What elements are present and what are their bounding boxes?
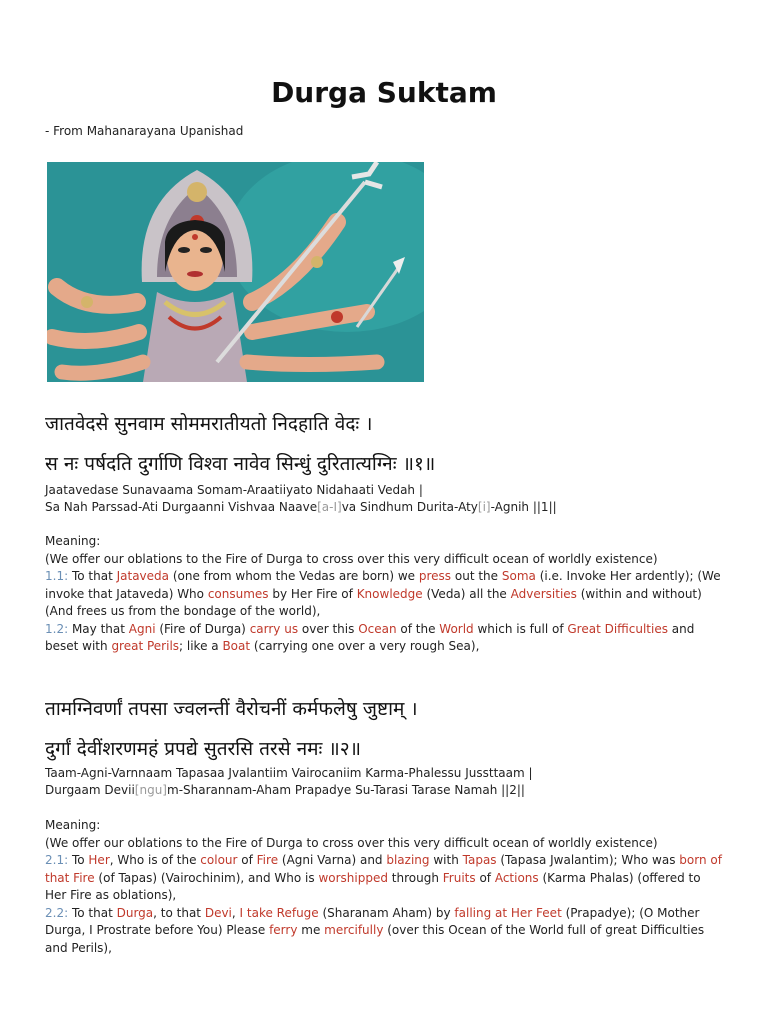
verse-1-meaning [45,533,725,656]
keyword: consumes [207,586,269,601]
translit-text: Durgaam Devii [45,783,135,797]
keyword: Great Difficulties [567,621,668,636]
keyword: Jataveda [116,569,169,583]
keyword: Fruits [442,870,476,885]
keyword: Tapas [462,853,497,867]
verse-2-meaning [45,817,725,957]
keyword: mercifully [324,923,384,937]
verse-1-translit-line-1: Jaatavedase Sunavaama Somam-Araatiiyato Nidahaati Vedah | [45,483,423,497]
verse-number: 1.1: [45,569,69,583]
keyword: Ocean [358,621,397,636]
meaning-intro: (We offer our oblations to the Fire of Durga to cross over this very difficult ocean of worldly existence) [45,835,658,850]
keyword: falling at Her Feet [454,905,562,920]
translit-text: va Sindhum Durita-Aty [341,500,478,514]
keyword: carry us [249,621,299,636]
verse-1-transliteration [45,482,557,516]
keyword: Soma [501,569,536,583]
meaning-intro: (We offer our oblations to the Fire of Durga to cross over this very difficult ocean of worldly existence) [45,551,658,566]
keyword: born of that Fire [45,853,722,885]
meaning-1-1: 1.1: To that Jataveda (one from whom the Vedas are born) we press out the Soma (i.e. Invoke Her ardently); (We invoke that Jataveda) Who consumes by Her Fire of Knowledge (Veda) all the Adversities (within and without) (And frees us from the bondage of the world), [45,569,721,618]
translit-note: [ngu] [134,783,167,797]
verse-2-line-1: तामग्निवर्णां तपसा ज्वलन्तीं वैरोचनीं कर्मफलेषु जुष्टाम् । [45,698,418,720]
page-subtitle: - From Mahanarayana Upanishad [45,124,244,138]
keyword: ferry [269,923,298,937]
keyword: blazing [386,853,430,867]
keyword: great Perils [111,639,180,653]
verse-1-line-2: स नः पर्षदति दुर्गाणि विश्वा नावेव सिन्धुं दुरितात्यग्निः ॥१॥ [45,453,436,475]
verse-2-transliteration [45,765,533,799]
meaning-1-2: 1.2: May that Agni (Fire of Durga) carry us over this Ocean of the World which is full of Great Difficulties and beset with great Perils; like a Boat (carrying one over a very rough Sea), [45,621,695,653]
translit-note: [a-I] [317,500,342,514]
verse-1-translit-line-2 [45,499,557,516]
keyword: Knowledge [356,586,423,601]
keyword: Fire [256,853,279,867]
translit-note: [i] [477,500,491,514]
verse-1-line-1: जातवेदसे सुनवाम सोममरातीयतो निदहाति वेदः । [45,413,373,435]
keyword: Agni [128,621,156,636]
keyword: Adversities [510,586,577,601]
keyword: worshipped [318,870,388,885]
meaning-label: Meaning: [45,534,101,548]
durga-idol-photo [47,162,424,382]
verse-number: 1.2: [45,621,69,636]
translit-text: -Agnih ||1|| [490,500,557,514]
verse-2-translit-line-1: Taam-Agni-Varnnaam Tapasaa Jvalantiim Vairocaniim Karma-Phalessu Jussttaam | [45,766,533,780]
translit-text: m-Sharannam-Aham Prapadye Su-Tarasi Tarase Namah ||2|| [167,783,525,797]
verse-2-translit-line-2 [45,782,533,799]
meaning-2-2: 2.2: To that Durga, to that Devi, I take Refuge (Sharanam Aham) by falling at Her Feet (Prapadye); (O Mother Durga, I Prostrate before You) Please ferry me mercifully (over this Ocean of the World full of great Difficulties and Perils), [45,905,705,955]
keyword: Boat [222,639,251,653]
keyword: press [418,569,452,583]
durga-idol-illustration [47,162,424,382]
meaning-2-1: 2.1: To Her, Who is of the colour of Fire (Agni Varna) and blazing with Tapas (Tapasa Jwalantim); Who was born of that Fire (of Tapas) (Vairochinim), and Who is worshipped through Fruits of Actions (Karma Phalas) (offered to Her Fire as oblations), [45,853,722,902]
keyword: Durga [116,905,154,920]
translit-text: Sa Nah Parssad-Ati Durgaanni Vishvaa Naave [45,500,318,514]
meaning-label: Meaning: [45,818,101,832]
verse-2-line-2: दुर्गां देवींशरणमहं प्रपद्ये सुतरसि तरसे नमः ॥२॥ [45,738,362,760]
keyword: Devi [204,905,232,920]
verse-number: 2.1: [45,853,69,867]
keyword: colour [200,853,238,867]
keyword: Actions [494,870,539,885]
keyword: I take Refuge [239,905,319,920]
verse-number: 2.2: [45,905,69,920]
page-title: Durga Suktam [271,76,497,109]
keyword: Her [88,853,110,867]
keyword: World [439,621,474,636]
